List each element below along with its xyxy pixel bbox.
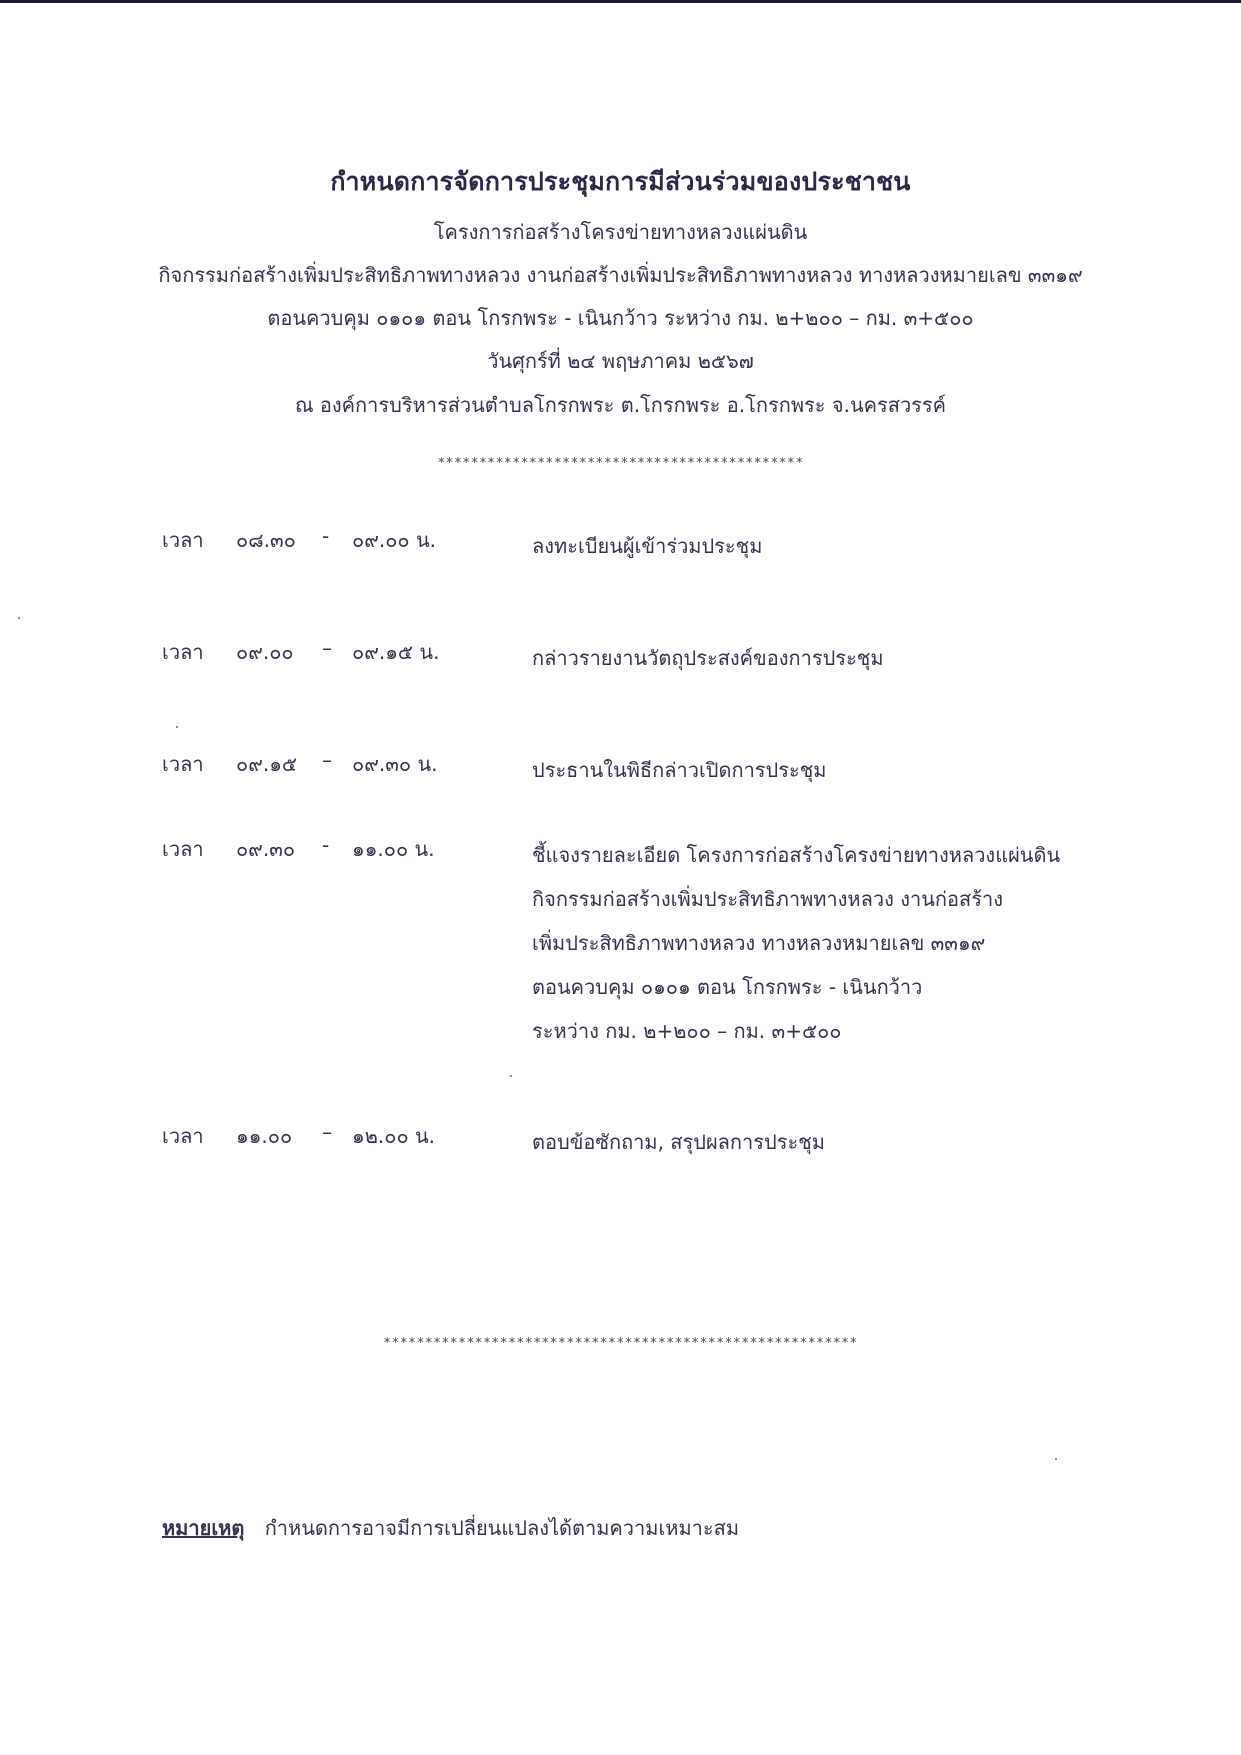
activity-line: กล่าวรายงานวัตถุประสงค์ของการประชุม (532, 646, 884, 670)
separator-bottom: ********************************************************* (383, 1336, 858, 1351)
separator-top: ******************************************** (437, 456, 804, 471)
time-label: เวลา (162, 1124, 204, 1148)
start-time: ๑๑.๐๐ (236, 1124, 293, 1148)
activity-line: ตอนควบคุม ๐๑๐๑ ตอน โกรกพระ - เนินกว้าว (532, 975, 923, 999)
time-label: เวลา (162, 752, 204, 776)
activity-description (532, 1120, 825, 1164)
end-time: ๐๙.๑๕ น. (352, 640, 440, 664)
document-title: กำหนดการจัดการประชุมการมีส่วนร่วมของประชาชน (330, 167, 911, 196)
time-dash: – (322, 748, 332, 772)
end-time: ๐๙.๓๐ น. (352, 752, 438, 776)
activity-line: ประธานในพิธีกล่าวเปิดการประชุม (532, 758, 827, 782)
activity-description (532, 636, 884, 680)
activity-line: ตอบข้อซักถาม, สรุปผลการประชุม (532, 1130, 825, 1154)
time-label: เวลา (162, 640, 204, 664)
time-dash: – (322, 636, 332, 660)
start-time: ๐๙.๓๐ (236, 837, 296, 861)
start-time: ๐๘.๓๐ (236, 528, 296, 552)
start-time: ๐๙.๐๐ (236, 640, 294, 664)
time-label: เวลา (162, 837, 204, 861)
scan-speck (176, 726, 178, 728)
activity-line: กิจกรรมก่อสร้างเพิ่มประสิทธิภาพทางหลวง งานก่อสร้าง (532, 887, 1003, 911)
end-time: ๐๙.๐๐ น. (352, 528, 437, 552)
page-top-border (0, 0, 1241, 3)
scan-speck (18, 617, 20, 619)
scan-speck (1055, 1458, 1057, 1460)
project-name: โครงการก่อสร้างโครงข่ายทางหลวงแผ่นดิน (433, 220, 808, 244)
activity-line: ชี้แจงรายละเอียด โครงการก่อสร้างโครงข่ายทางหลวงแผ่นดิน (532, 843, 1061, 867)
time-dash: – (322, 1120, 332, 1144)
time-dash: - (322, 524, 330, 548)
activity-line: ลงทะเบียนผู้เข้าร่วมประชุม (532, 534, 763, 558)
section-info: ตอนควบคุม ๐๑๐๑ ตอน โกรกพระ - เนินกว้าว ระหว่าง กม. ๒+๒๐๐ – กม. ๓+๕๐๐ (267, 306, 974, 330)
activity-name: กิจกรรมก่อสร้างเพิ่มประสิทธิภาพทางหลวง งานก่อสร้างเพิ่มประสิทธิภาพทางหลวง ทางหลวงหมายเลข ๓๓๑๙ (158, 263, 1083, 287)
meeting-venue: ณ องค์การบริหารส่วนตำบลโกรกพระ ต.โกรกพระ อ.โกรกพระ จ.นครสวรรค์ (294, 393, 947, 417)
time-dash: - (322, 833, 330, 857)
activity-description (532, 524, 762, 568)
activity-description (532, 748, 826, 792)
activity-line: เพิ่มประสิทธิภาพทางหลวง ทางหลวงหมายเลข ๓๓๑๙ (532, 931, 986, 955)
meeting-date: วันศุกร์ที่ ๒๔ พฤษภาคม ๒๕๖๗ (487, 349, 754, 373)
time-label: เวลา (162, 528, 204, 552)
activity-description (532, 833, 1060, 1053)
start-time: ๐๙.๑๕ (236, 752, 298, 776)
end-time: ๑๒.๐๐ น. (352, 1124, 436, 1148)
scan-speck (510, 1075, 512, 1077)
remark-text: กำหนดการอาจมีการเปลี่ยนแปลงได้ตามความเหมาะสม (264, 1516, 740, 1540)
remark (162, 1512, 739, 1544)
activity-line: ระหว่าง กม. ๒+๒๐๐ – กม. ๓+๕๐๐ (532, 1019, 842, 1043)
remark-label: หมายเหตุ (162, 1516, 245, 1540)
end-time: ๑๑.๐๐ น. (352, 837, 435, 861)
